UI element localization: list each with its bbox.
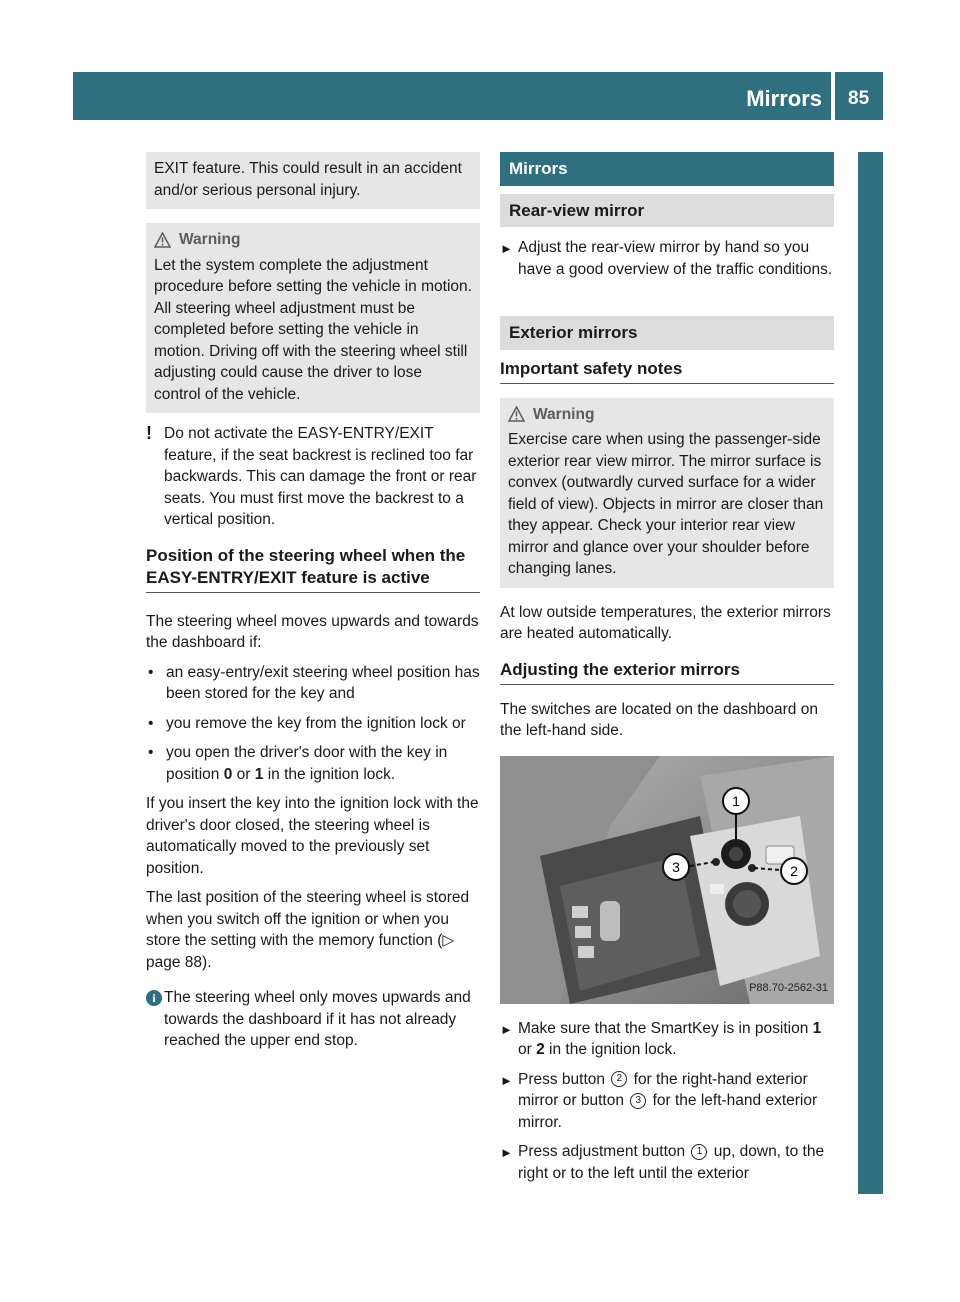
svg-text:1: 1 bbox=[732, 792, 740, 809]
mirror-switch-photo bbox=[500, 756, 834, 1004]
header-divider bbox=[831, 72, 835, 120]
section-heading: Position of the steering wheel when the EASY-ENTRY/EXIT feature is active bbox=[146, 545, 480, 593]
mirror-switch-illustration bbox=[500, 756, 834, 1004]
button-3-ref: 3 bbox=[630, 1093, 646, 1109]
damage-note bbox=[146, 423, 480, 531]
paragraph: The last position of the steering wheel is stored when you switch off the ignition or when you store the setting with the memory function (▷ page 88). bbox=[146, 889, 470, 971]
instruction-step: ► Adjust the rear-view mirror by hand so you have a good overview of the traffic conditions. bbox=[500, 237, 834, 280]
subsection-bar: Exterior mirrors bbox=[500, 316, 834, 350]
page-section-title: Mirrors bbox=[746, 86, 822, 111]
subsection-bar: Rear-view mirror bbox=[500, 194, 834, 228]
damage-note-text: Do not activate the EASY-ENTRY/EXIT feature, if the seat backrest is reclined too far backwards. This can damage the front or rear seats. You must first move the backrest to a vertical position. bbox=[164, 425, 477, 528]
svg-text:2: 2 bbox=[790, 862, 798, 879]
info-icon: i bbox=[146, 990, 162, 1006]
warning-text: Exercise care when using the passenger-side exterior rear view mirror. The mirror surface is convex (outwardly curved surface for a wider field of view). Objects in mirror are closer than they appear. Check your interior rear view mirror and glance over your shoulder before changing lanes. bbox=[508, 431, 824, 577]
step-arrow-icon: ► bbox=[500, 1021, 513, 1037]
warning-continuation-text: EXIT feature. This could result in an accident and/or serious personal injury. bbox=[154, 160, 462, 199]
warning-continuation bbox=[146, 152, 480, 209]
warning-icon bbox=[154, 232, 171, 248]
button-1-ref: 1 bbox=[691, 1144, 707, 1160]
page-number: 85 bbox=[848, 88, 870, 109]
warning-box bbox=[500, 398, 834, 588]
instruction-step: ► Press button 2 for the right-hand exterior mirror or button 3 for the left-hand exterior mirror. bbox=[500, 1069, 834, 1134]
svg-text:3: 3 bbox=[672, 858, 680, 875]
section-bar: Mirrors bbox=[500, 152, 834, 186]
chapter-title: Seats, steering wheel and mirrors bbox=[857, 477, 882, 830]
exclamation-icon: ! bbox=[146, 423, 152, 443]
info-note bbox=[146, 987, 480, 1052]
bullet-icon: • bbox=[148, 663, 154, 681]
warning-icon bbox=[508, 406, 525, 422]
paragraph: If you insert the key into the ignition lock with the driver's door closed, the steering wheel is automatically moved to the previously set position. bbox=[146, 795, 479, 877]
bullet-icon: • bbox=[148, 714, 154, 732]
list-item: • an easy-entry/exit steering wheel position has been stored for the key and bbox=[146, 662, 480, 705]
right-column bbox=[500, 152, 834, 1184]
step-arrow-icon: ► bbox=[500, 1072, 513, 1088]
callout-2 bbox=[781, 858, 807, 884]
instruction-step: ► Make sure that the SmartKey is in position 1 or 2 in the ignition lock. bbox=[500, 1018, 834, 1061]
section-heading: Important safety notes bbox=[500, 358, 834, 384]
button-2-ref: 2 bbox=[611, 1071, 627, 1087]
warning-text: Let the system complete the adjustment procedure before setting the vehicle in motion. All steering wheel adjustment must be completed before setting the vehicle in motion. Driving off with the steering wheel still adjusting could cause the driver to lose control of the vehicle. bbox=[154, 256, 472, 403]
callout-3 bbox=[663, 854, 689, 880]
paragraph: The switches are located on the dashboard on the left-hand side. bbox=[500, 700, 818, 739]
bullet-icon: • bbox=[148, 744, 154, 761]
warning-heading: Warning bbox=[508, 404, 826, 426]
section-heading: Adjusting the exterior mirrors bbox=[500, 659, 834, 685]
info-note-text: The steering wheel only moves upwards and towards the dashboard if it has not already reached the upper end stop. bbox=[164, 989, 471, 1049]
figure-code: P88.70-2562-31 bbox=[749, 982, 828, 994]
lead-text: The steering wheel moves upwards and towards the dashboard if: bbox=[146, 612, 479, 651]
warning-heading: Warning bbox=[154, 229, 472, 251]
list-item: • you open the driver's door with the key in position 0 or 1 in the ignition lock. bbox=[146, 742, 480, 785]
list-item: • you remove the key from the ignition lock or bbox=[146, 713, 480, 735]
left-column bbox=[146, 152, 480, 1052]
callout-1 bbox=[723, 788, 749, 814]
warning-box bbox=[146, 223, 480, 413]
step-arrow-icon: ► bbox=[500, 241, 513, 256]
paragraph: At low outside temperatures, the exterior mirrors are heated automatically. bbox=[500, 603, 831, 642]
step-arrow-icon: ► bbox=[500, 1145, 513, 1160]
instruction-step: ► Press adjustment button 1 up, down, to the right or to the left until the exterior bbox=[500, 1141, 834, 1184]
